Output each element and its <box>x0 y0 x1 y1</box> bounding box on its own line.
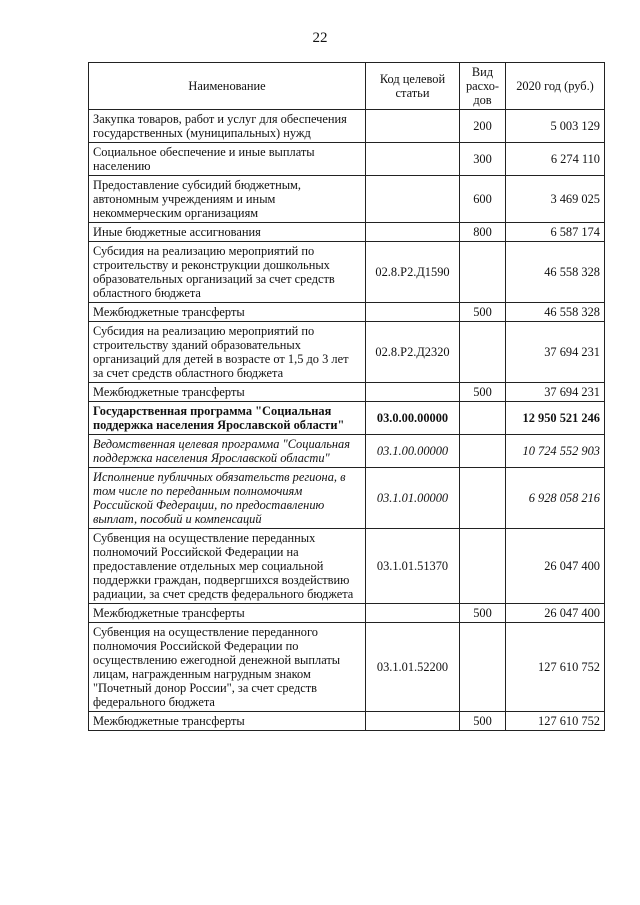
cell-name: Субсидия на реализацию мероприятий по строительству зданий образовательных организаций для детей в возрасте от 1,5 до 3 лет за счет средств областного бюджета <box>89 322 366 383</box>
cell-amount: 37 694 231 <box>506 383 605 402</box>
table-body <box>89 110 605 731</box>
cell-amount: 46 558 328 <box>506 303 605 322</box>
table-row <box>89 143 605 176</box>
cell-name: Закупка товаров, работ и услуг для обеспечения государственных (муниципальных) нужд <box>89 110 366 143</box>
cell-amount: 5 003 129 <box>506 110 605 143</box>
table-row <box>89 242 605 303</box>
table-row <box>89 604 605 623</box>
cell-code <box>366 712 460 731</box>
cell-name: Межбюджетные трансферты <box>89 303 366 322</box>
table-row <box>89 529 605 604</box>
table-header-row <box>89 63 605 110</box>
table-row <box>89 110 605 143</box>
cell-name: Предоставление субсидий бюджетным, автономным учреждениям и иным некоммерческим организациям <box>89 176 366 223</box>
cell-code <box>366 143 460 176</box>
page-number: 22 <box>312 30 328 46</box>
table-row <box>89 303 605 322</box>
cell-code: 03.0.00.00000 <box>366 402 460 435</box>
cell-code: 02.8.Р2.Д2320 <box>366 322 460 383</box>
cell-amount: 3 469 025 <box>506 176 605 223</box>
cell-amount: 37 694 231 <box>506 322 605 383</box>
cell-name: Субсидия на реализацию мероприятий по строительству и реконструкции дошкольных образовательных организаций за счет средств областного бюджета <box>89 242 366 303</box>
cell-name: Межбюджетные трансферты <box>89 383 366 402</box>
table-row <box>89 468 605 529</box>
cell-type <box>460 402 506 435</box>
cell-code <box>366 223 460 242</box>
cell-name: Исполнение публичных обязательств региона, в том числе по переданным полномочиям Российской Федерации, по предоставлению выплат, пособий и компенсаций <box>89 468 366 529</box>
cell-type: 200 <box>460 110 506 143</box>
cell-code: 03.1.01.51370 <box>366 529 460 604</box>
cell-code <box>366 110 460 143</box>
cell-code: 02.8.Р2.Д1590 <box>366 242 460 303</box>
cell-amount: 46 558 328 <box>506 242 605 303</box>
table-row <box>89 623 605 712</box>
table-row <box>89 176 605 223</box>
cell-amount: 6 928 058 216 <box>506 468 605 529</box>
table-row <box>89 223 605 242</box>
header-amount: 2020 год (руб.) <box>506 63 605 110</box>
cell-type: 500 <box>460 303 506 322</box>
cell-code <box>366 303 460 322</box>
cell-type <box>460 322 506 383</box>
table-row <box>89 435 605 468</box>
cell-name: Государственная программа "Социальная поддержка населения Ярославской области" <box>89 402 366 435</box>
cell-type: 500 <box>460 712 506 731</box>
cell-amount: 6 274 110 <box>506 143 605 176</box>
header-name: Наименование <box>89 63 366 110</box>
cell-type <box>460 242 506 303</box>
cell-amount: 127 610 752 <box>506 712 605 731</box>
cell-type: 800 <box>460 223 506 242</box>
header-code: Код целевой статьи <box>366 63 460 110</box>
cell-code <box>366 383 460 402</box>
table-row <box>89 712 605 731</box>
cell-type <box>460 529 506 604</box>
cell-amount: 26 047 400 <box>506 529 605 604</box>
cell-type <box>460 435 506 468</box>
table-row <box>89 383 605 402</box>
cell-name: Социальное обеспечение и иные выплаты населению <box>89 143 366 176</box>
cell-code <box>366 176 460 223</box>
cell-code: 03.1.00.00000 <box>366 435 460 468</box>
cell-amount: 10 724 552 903 <box>506 435 605 468</box>
header-type: Вид расхо-дов <box>460 63 506 110</box>
cell-type <box>460 623 506 712</box>
table-row <box>89 322 605 383</box>
budget-table <box>88 62 605 731</box>
cell-type <box>460 468 506 529</box>
cell-name: Субвенция на осуществление переданных полномочий Российской Федерации на предоставление отдельных мер социальной поддержки граждан, подвергшихся воздействию радиации, за счет средств федерального бюджета <box>89 529 366 604</box>
cell-amount: 6 587 174 <box>506 223 605 242</box>
cell-name: Субвенция на осуществление переданного полномочия Российской Федерации по осуществлению ежегодной денежной выплаты лицам, награжденным нагрудным знаком "Почетный донор России", за счет средств федерального бюджета <box>89 623 366 712</box>
cell-name: Межбюджетные трансферты <box>89 604 366 623</box>
cell-type: 600 <box>460 176 506 223</box>
cell-code: 03.1.01.00000 <box>366 468 460 529</box>
cell-amount: 26 047 400 <box>506 604 605 623</box>
cell-type: 500 <box>460 383 506 402</box>
cell-type: 500 <box>460 604 506 623</box>
cell-amount: 12 950 521 246 <box>506 402 605 435</box>
cell-type: 300 <box>460 143 506 176</box>
table-row <box>89 402 605 435</box>
cell-name: Ведомственная целевая программа "Социальная поддержка населения Ярославской области" <box>89 435 366 468</box>
cell-amount: 127 610 752 <box>506 623 605 712</box>
cell-name: Межбюджетные трансферты <box>89 712 366 731</box>
cell-code: 03.1.01.52200 <box>366 623 460 712</box>
cell-name: Иные бюджетные ассигнования <box>89 223 366 242</box>
cell-code <box>366 604 460 623</box>
